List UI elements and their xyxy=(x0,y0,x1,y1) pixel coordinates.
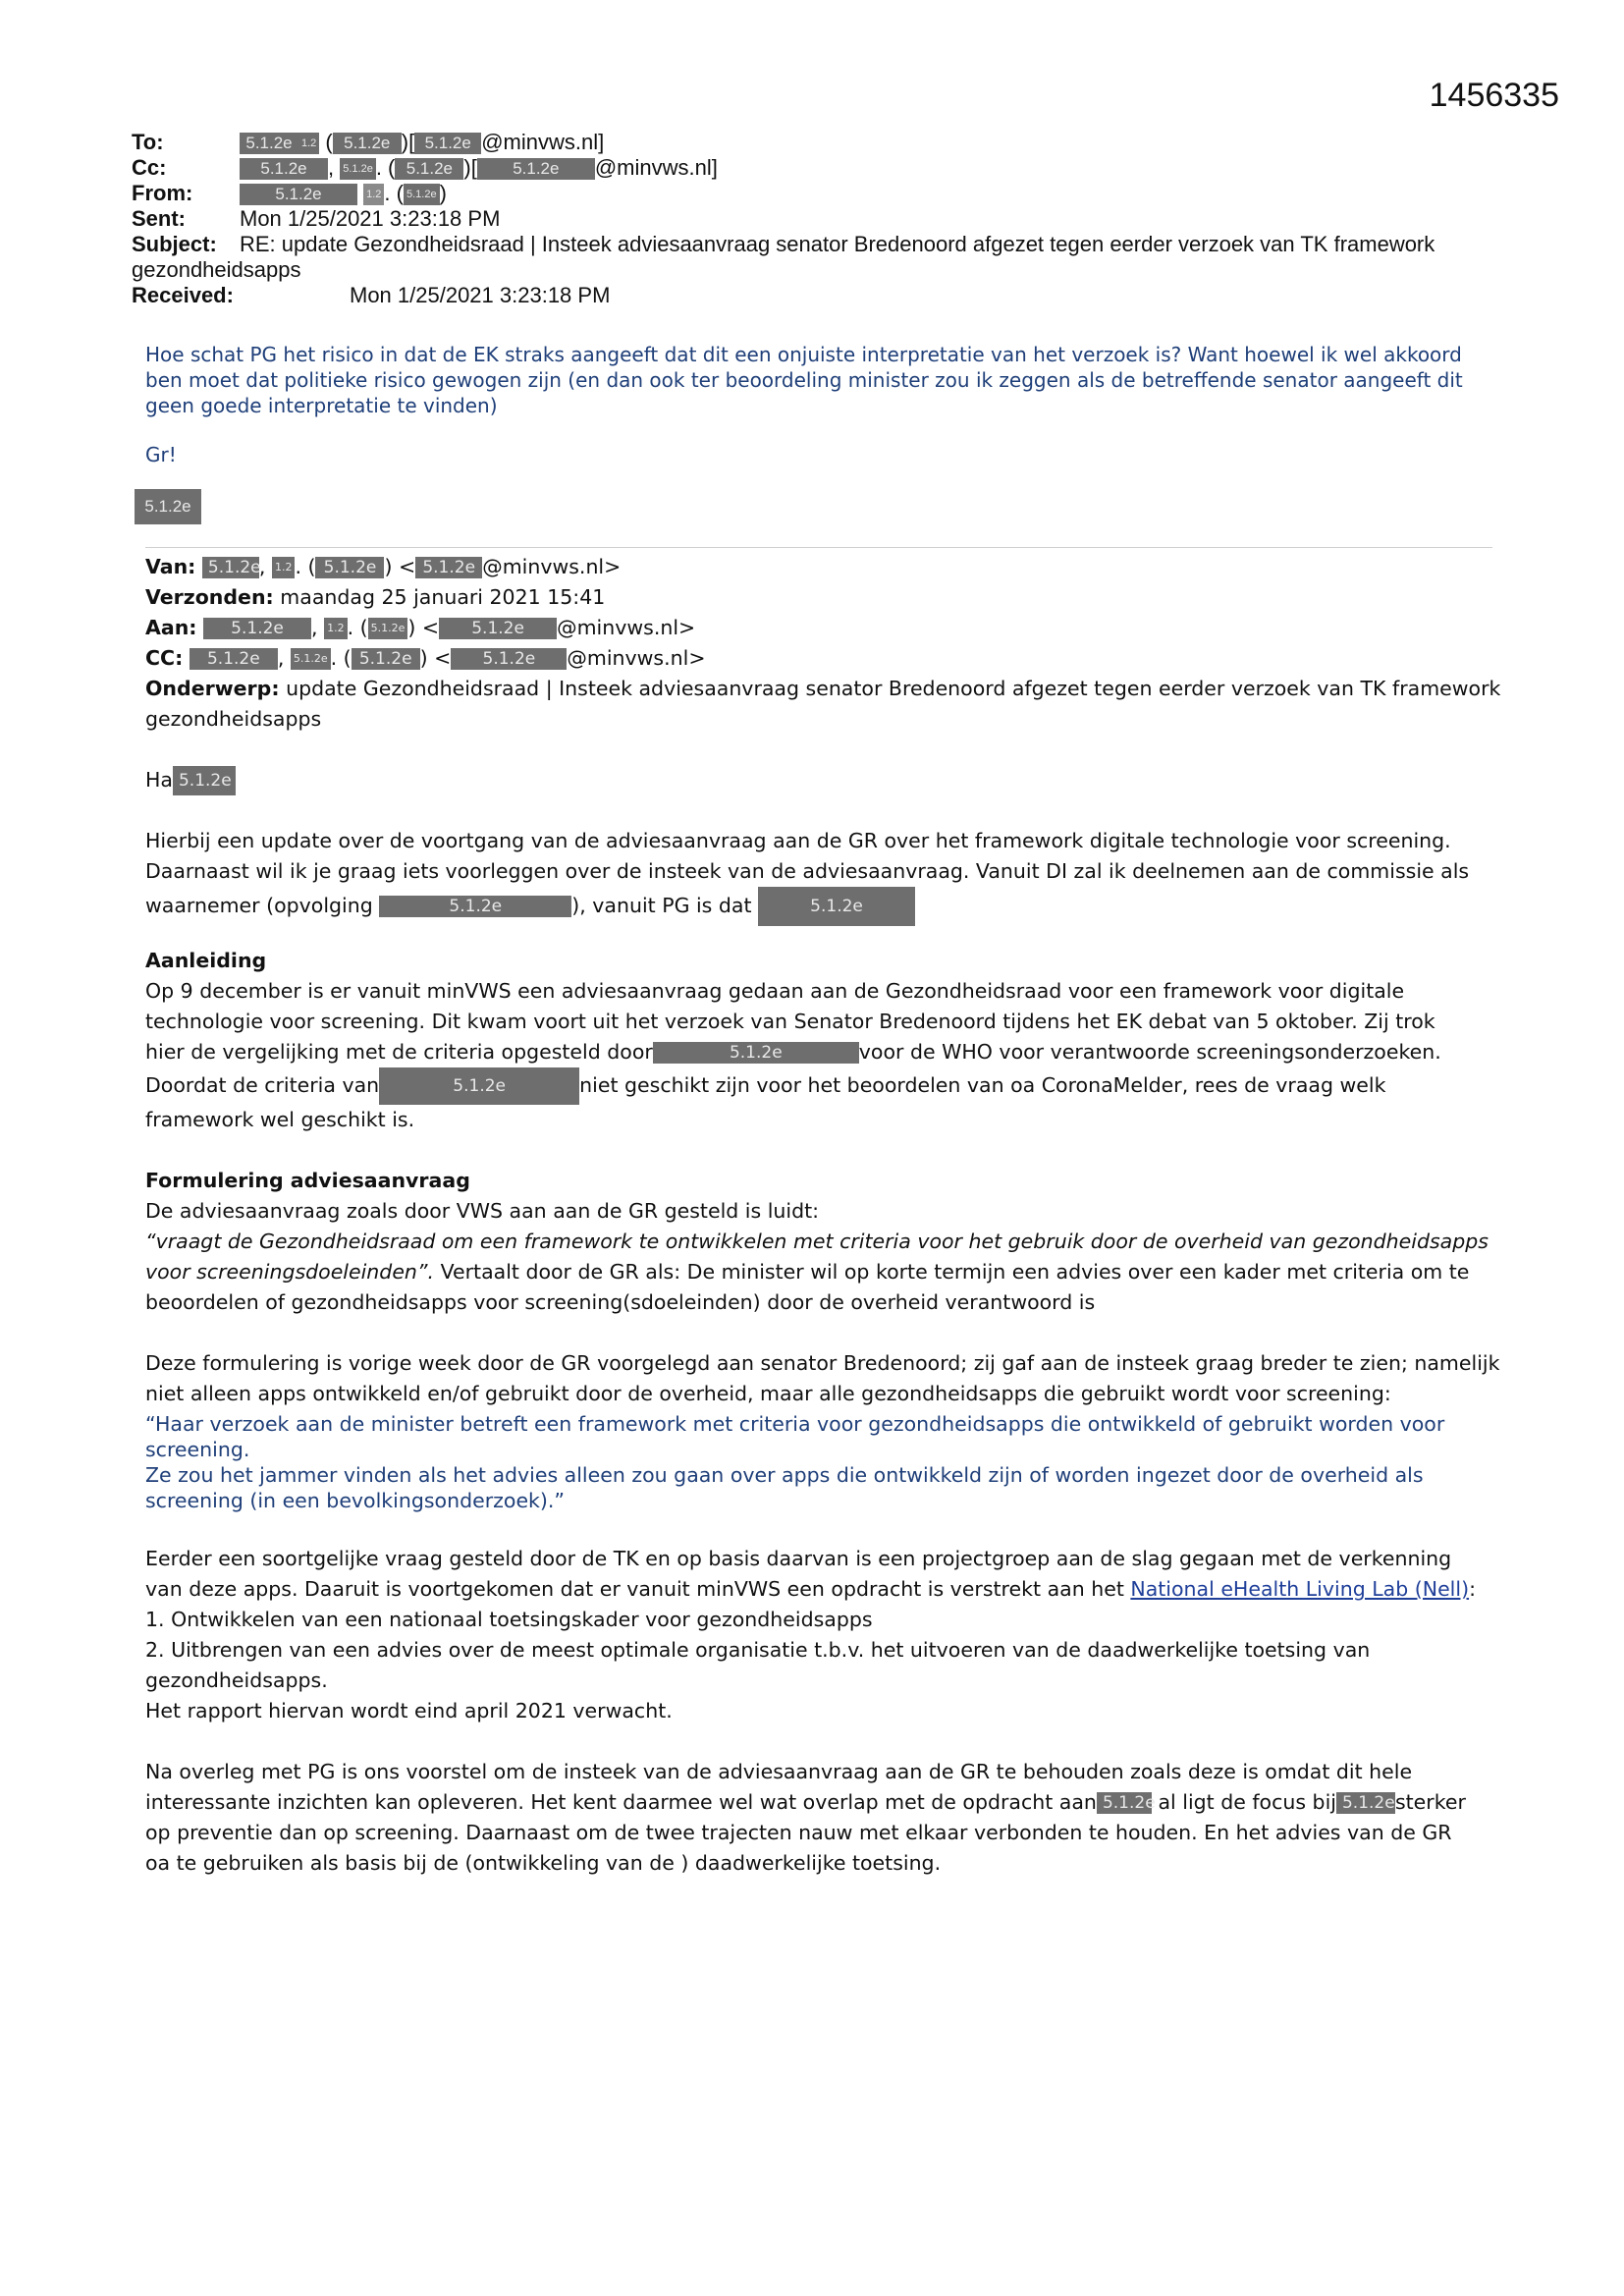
voorstel-line: interessante inzichten kan opleveren. Het kent daarmee wel wat overlap met de opdracht aan 5.1.2e al ligt de focus bij 5.1.2esterker xyxy=(145,1790,1466,1814)
formulering-paragraph: “vraagt de Gezondheidsraad om een framework te ontwikkelen met criteria voor het gebruik door de overheid van gezondheidsapps voor screeningsdoeleinden”. Vertaalt door de GR als: De minister wil op korte termijn een advies over een kader met criteria om te beoordelen of gezondheidsapps voor screening(sdoeleinden) door de overheid verantwoord is xyxy=(145,1230,1489,1314)
van-row: Van: 5.1.2e, 1.2 . ( 5.1.2e ) < 5.1.2e @minvws.nl> xyxy=(145,555,622,578)
to-row: To: 5.1.2e 1.2 ( 5.1.2e )[ 5.1.2e @minvws.nl] xyxy=(132,130,605,154)
aanleiding-line: technologie voor screening. Dit kwam voort uit het verzoek van Senator Bredenoord tijdens het EK debat van 5 oktober. Zij trok xyxy=(145,1010,1435,1033)
redaction: 5.1.2e xyxy=(352,648,420,670)
redaction: 5.1.2e xyxy=(414,133,481,154)
redaction: 5.1.2e xyxy=(333,133,402,154)
redaction: 5.1.2e xyxy=(340,158,376,180)
redaction: 5.1.2e xyxy=(315,557,384,578)
document-number: 1456335 xyxy=(1429,77,1559,114)
nell-link[interactable]: National eHealth Living Lab (Nell) xyxy=(1130,1577,1470,1601)
eerder-line: van deze apps. Daaruit is voortgekomen dat er vanuit minVWS een opdracht is verstrekt aan het National eHealth Living Lab (Nell): xyxy=(145,1577,1476,1601)
cc-domain: @minvws.nl> xyxy=(567,646,706,670)
verzonden-label: Verzonden: xyxy=(145,585,274,609)
rapport-line: Het rapport hiervan wordt eind april 2021 verwacht. xyxy=(145,1699,673,1722)
redaction: 5.1.2e xyxy=(404,184,440,205)
formulering-heading: Formulering adviesaanvraag xyxy=(145,1169,470,1192)
aanleiding-line: hier de vergelijking met de criteria opgesteld door 5.1.2e voor de WHO voor verantwoorde screeningsonderzoeken. xyxy=(145,1040,1441,1064)
onderwerp-label: Onderwerp: xyxy=(145,677,280,700)
received-value: Mon 1/25/2021 3:23:18 PM xyxy=(350,283,611,307)
intro-line: Hierbij een update over de voortgang van de adviesaanvraag aan de GR over het framework digitale technologie voor screening. xyxy=(145,829,1451,852)
redaction: 5.1.2e xyxy=(379,1067,579,1105)
from-label: From: xyxy=(132,181,193,205)
to-domain: @minvws.nl] xyxy=(481,130,605,154)
redaction: 5.1.2e xyxy=(189,648,278,670)
subject-label: Subject: xyxy=(132,232,217,256)
redaction: 5.1.2e xyxy=(451,648,567,670)
quote-line: “Haar verzoek aan de minister betreft een framework met criteria voor gezondheidsapps die ontwikkeld of gebruikt worden voor screening. xyxy=(145,1412,1445,1461)
aanleiding-line: Doordat de criteria van 5.1.2e niet geschikt zijn voor het beoordelen van oa CoronaMelder, rees de vraag welk xyxy=(145,1067,1510,1105)
cc-label: Cc: xyxy=(132,155,167,180)
list-item: 1. Ontwikkelen van een nationaal toetsingskader voor gezondheidsapps xyxy=(145,1608,873,1631)
sent-row xyxy=(132,206,1506,232)
verzonden-row xyxy=(145,582,1510,613)
subject-row xyxy=(132,232,1506,283)
sent-label: Sent: xyxy=(132,206,186,231)
sent-value: Mon 1/25/2021 3:23:18 PM xyxy=(240,206,501,231)
message-divider xyxy=(145,547,1492,548)
redaction: 5.1.2e xyxy=(1097,1792,1152,1814)
onderwerp-value: update Gezondheidsraad | Insteek adviesaanvraag senator Bredenoord afgezet tegen eerder verzoek van TK framework gezondheidsapps xyxy=(145,677,1501,731)
redaction: 5.1.2e xyxy=(135,489,201,524)
redaction: 5.1.2e xyxy=(240,184,357,205)
aan-domain: @minvws.nl> xyxy=(557,616,696,639)
list-item: 2. Uitbrengen van een advies over de meest optimale organisatie t.b.v. het uitvoeren van de daadwerkelijke toetsing van gezondheidsapps. xyxy=(145,1638,1371,1692)
aanleiding-line: Op 9 december is er vanuit minVWS een adviesaanvraag gedaan aan de Gezondheidsraad voor een framework voor digitale xyxy=(145,979,1405,1003)
redaction: 1.2 xyxy=(363,184,384,205)
reply-paragraph: Hoe schat PG het risico in dat de EK straks aangeeft dat dit een onjuiste interpretatie van het verzoek is? Want hoewel ik wel akkoord ben moet dat politieke risico gewogen zijn (en dan ook ter beoordeling minister zou ik zeggen als de betreffende senator aangeeft dit geen goede interpretatie te vinden) xyxy=(145,343,1463,417)
redaction: 5.1.2e xyxy=(240,133,298,154)
redaction: 5.1.2e xyxy=(1336,1792,1395,1814)
redaction: 1.2 xyxy=(272,557,296,578)
signature-redaction xyxy=(135,489,201,524)
salutation: Ha 5.1.2e xyxy=(145,765,1510,795)
voorstel-line: oa te gebruiken als basis bij de (ontwikkeling van de ) daadwerkelijke toetsing. xyxy=(145,1851,942,1875)
redaction: 1.2 xyxy=(298,133,319,154)
redaction: 1.2 xyxy=(324,618,348,639)
onderwerp-row xyxy=(145,674,1510,735)
subject-value: RE: update Gezondheidsraad | Insteek adviesaanvraag senator Bredenoord afgezet tegen eerder verzoek van TK framework gezondheidsapps xyxy=(132,232,1435,282)
redaction: 5.1.2e xyxy=(291,648,331,670)
reply-greeting: Gr! xyxy=(145,443,177,466)
quote-line: Ze zou het jammer vinden als het advies alleen zou gaan over apps die ontwikkeld zijn of worden ingezet door de overheid als screening (in een bevolkingsonderzoek).” xyxy=(145,1463,1424,1512)
aanleiding-line: framework wel geschikt is. xyxy=(145,1108,415,1131)
voorstel-line: Na overleg met PG is ons voorstel om de insteek van de adviesaanvraag aan de GR te behouden zoals deze is omdat dit hele xyxy=(145,1760,1413,1783)
voorstel-line: op preventie dan op screening. Daarnaast om de twee trajecten nauw met elkaar verbonden te houden. En het advies van de GR xyxy=(145,1821,1452,1844)
cc-row: CC: 5.1.2e , 5.1.2e . ( 5.1.2e ) < 5.1.2e @minvws.nl> xyxy=(145,646,706,670)
redaction: 5.1.2e xyxy=(379,896,571,917)
redaction: 5.1.2e xyxy=(203,618,311,639)
cc-domain: @minvws.nl] xyxy=(594,155,718,180)
original-message xyxy=(145,552,1510,1879)
redaction: 5.1.2e xyxy=(240,158,328,180)
aan-label: Aan: xyxy=(145,616,197,639)
aan-row: Aan: 5.1.2e , 1.2 . ( 5.1.2e ) < 5.1.2e @minvws.nl> xyxy=(145,616,696,639)
from-row: From: 5.1.2e 1.2 . ( 5.1.2e ) xyxy=(132,181,447,205)
email-header xyxy=(132,130,1506,308)
redaction: 5.1.2e xyxy=(439,618,557,639)
received-row xyxy=(132,283,1506,308)
voorgelegd-paragraph: Deze formulering is vorige week door de GR voorgelegd aan senator Bredenoord; zij gaf aan de insteek graag breder te zien; namelijk niet alleen apps ontwikkeld en/of gebruikt door de overheid, maar alle gezondheidsapps die gebruikt wordt voor screening: xyxy=(145,1351,1500,1405)
aanleiding-heading: Aanleiding xyxy=(145,949,267,972)
cc-label: CC: xyxy=(145,646,184,670)
to-label: To: xyxy=(132,130,164,154)
received-label: Received: xyxy=(132,283,234,307)
van-label: Van: xyxy=(145,555,196,578)
redaction: 5.1.2e xyxy=(202,557,259,578)
redaction: 5.1.2e xyxy=(395,158,463,180)
verzonden-value: maandag 25 januari 2021 15:41 xyxy=(280,585,606,609)
redaction: 5.1.2e xyxy=(415,557,482,578)
intro-line: Daarnaast wil ik je graag iets voorleggen over de insteek van de adviesaanvraag. Vanuit DI zal ik deelnemen aan de commissie als xyxy=(145,859,1470,883)
reply-body xyxy=(145,342,1500,491)
formulering-line: De adviesaanvraag zoals door VWS aan aan de GR gesteld is luidt: xyxy=(145,1199,820,1223)
redaction: 5.1.2e xyxy=(758,887,915,926)
intro-line: waarnemer (opvolging 5.1.2e ), vanuit PG is dat 5.1.2e xyxy=(145,887,1510,926)
redaction: 5.1.2e xyxy=(173,766,236,795)
redaction: 5.1.2e xyxy=(653,1042,859,1064)
redaction: 5.1.2e xyxy=(477,158,595,180)
redaction: 5.1.2e xyxy=(368,618,408,639)
van-domain: @minvws.nl> xyxy=(482,555,622,578)
cc-row: Cc: 5.1.2e , 5.1.2e . ( 5.1.2e )[ 5.1.2e @minvws.nl] xyxy=(132,155,718,180)
eerder-line: Eerder een soortgelijke vraag gesteld door de TK en op basis daarvan is een projectgroep aan de slag gegaan met de verkenning xyxy=(145,1547,1452,1570)
